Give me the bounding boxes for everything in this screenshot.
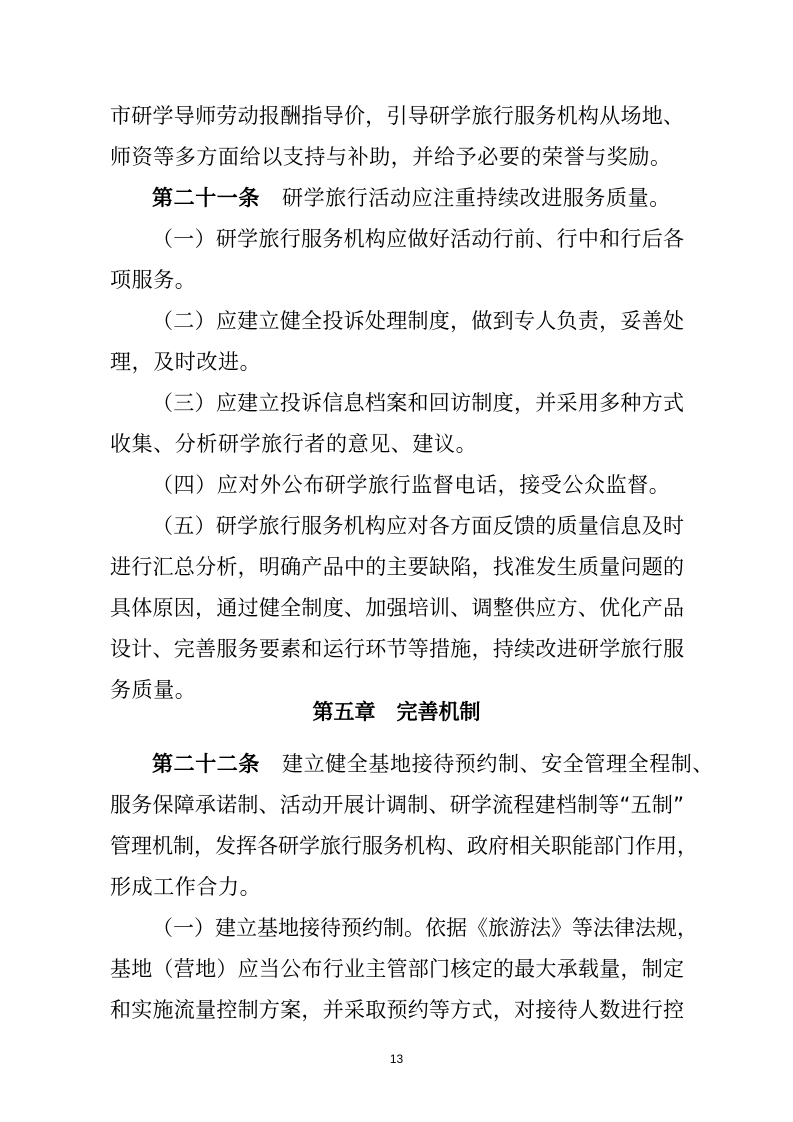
article-22-text: 建立健全基地接待预约制、安全管理全程制、 — [282, 752, 714, 776]
body-text-line: 形成工作合力。 — [110, 875, 262, 899]
article-21-label: 第二十一条 — [152, 186, 260, 210]
article-21-paragraph — [152, 186, 671, 210]
body-text-line: 和实施流量控制方案，并采取预约等方式，对接待人数进行控 — [110, 998, 684, 1022]
body-text-line: （一）研学旅行服务机构应做好活动行前、行中和行后各 — [152, 227, 684, 251]
body-text-line: 设计、完善服务要素和运行环节等措施，持续改进研学旅行服 — [110, 637, 684, 661]
body-text-line: （四）应对外公布研学旅行监督电话，接受公众监督。 — [152, 473, 671, 497]
article-22-label: 第二十二条 — [152, 752, 260, 776]
article-22-paragraph — [152, 752, 714, 776]
page-number: 13 — [389, 1052, 404, 1066]
body-text-line: 市研学导师劳动报酬指导价，引导研学旅行服务机构从场地、 — [110, 104, 684, 128]
body-text-line: （二）应建立健全投诉处理制度，做到专人负责，妥善处 — [152, 309, 684, 333]
body-text-line: 基地（营地）应当公布行业主管部门核定的最大承载量，制定 — [110, 957, 684, 981]
chapter-heading: 第五章 完善机制 — [312, 700, 481, 724]
body-text-line: 进行汇总分析，明确产品中的主要缺陷，找准发生质量问题的 — [110, 555, 684, 579]
body-text-line: 项服务。 — [110, 268, 197, 292]
body-text-line: 收集、分析研学旅行者的意见、建议。 — [110, 432, 478, 456]
body-text-line: 服务保障承诺制、活动开展计调制、研学流程建档制等“五制” — [110, 793, 684, 817]
body-text-line: 具体原因，通过健全制度、加强培训、调整供应方、优化产品 — [110, 596, 684, 620]
body-text-line: （三）应建立投诉信息档案和回访制度，并采用多种方式 — [152, 391, 684, 415]
body-text-line: 理，及时改进。 — [110, 350, 262, 374]
article-21-text: 研学旅行活动应注重持续改进服务质量。 — [282, 186, 671, 210]
body-text-line: （一）建立基地接待预约制。依据《旅游法》等法律法规， — [152, 916, 698, 940]
body-text-line: （五）研学旅行服务机构应对各方面反馈的质量信息及时 — [152, 514, 684, 538]
body-text-line: 务质量。 — [110, 678, 197, 702]
body-text-line: 师资等多方面给以支持与补助，并给予必要的荣誉与奖励。 — [110, 145, 672, 169]
body-text-line: 管理机制，发挥各研学旅行服务机构、政府相关职能部门作用， — [110, 834, 698, 858]
